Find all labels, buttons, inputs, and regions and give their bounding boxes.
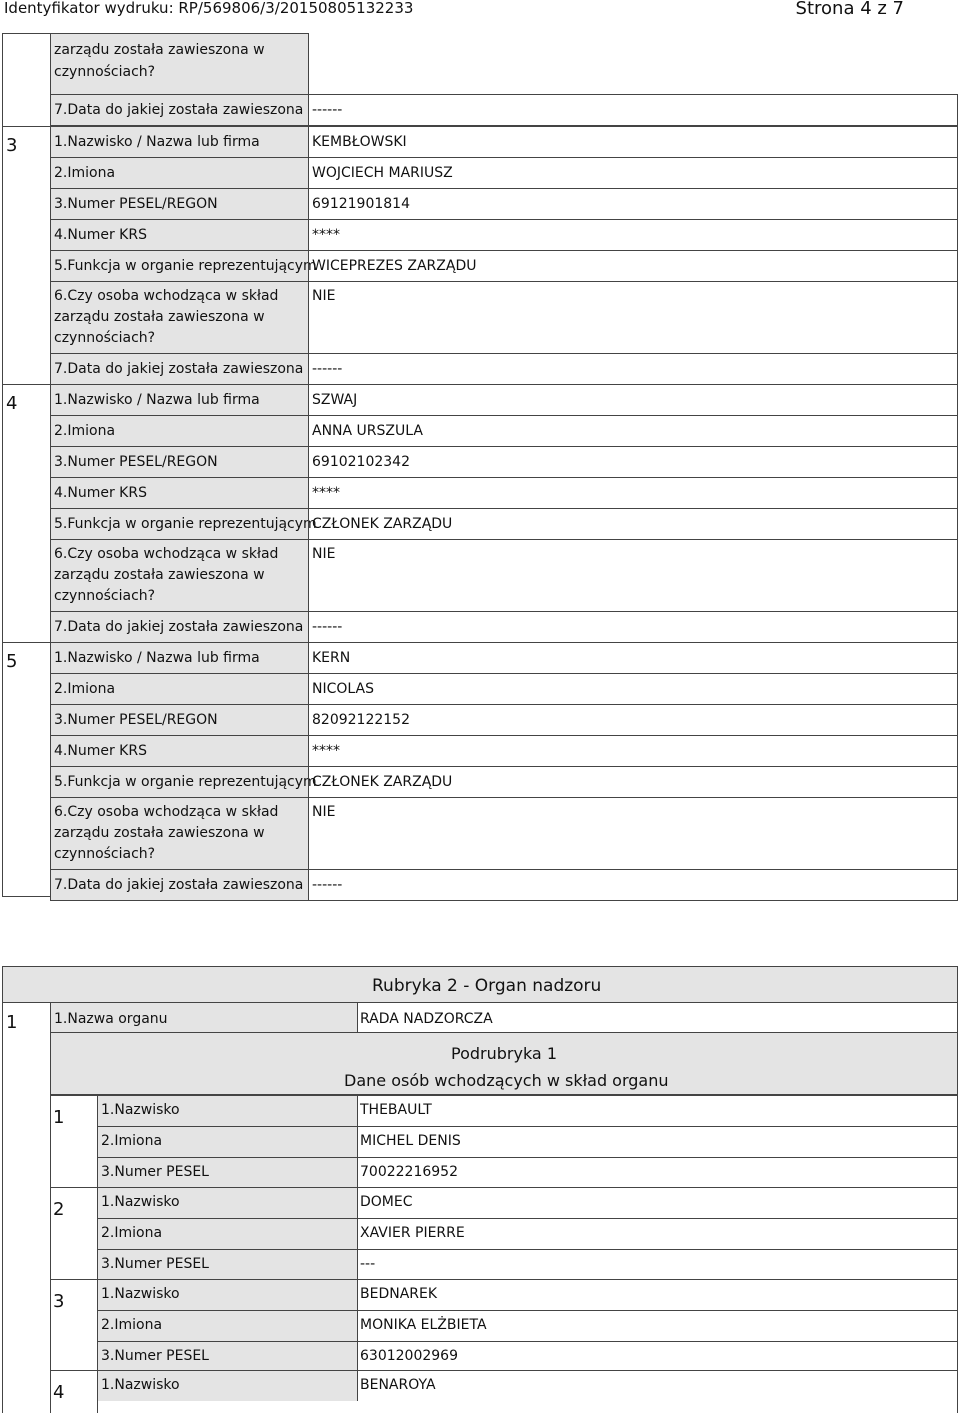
- member-surname-label-cell: 1.Nazwisko: [98, 1188, 357, 1218]
- pesel-value: 82092122152: [312, 712, 410, 728]
- suspended-label-cell: 6.Czy osoba wchodząca w skład zarządu została zawieszona w czynnościach?: [50, 539, 309, 612]
- member-pesel-value: ---: [360, 1256, 376, 1272]
- pesel-value-cell: [308, 446, 958, 478]
- member-pesel-label-cell: 3.Numer PESEL: [98, 1250, 357, 1280]
- suspension-date-label-cell: 7.Data do jakiej została zawieszona: [50, 353, 309, 385]
- function-label-cell: 5.Funkcja w organie reprezentującym: [50, 766, 309, 798]
- suspension-date-value: ------: [312, 361, 343, 377]
- surname-label-cell: 1.Nazwisko / Nazwa lub firma: [50, 126, 309, 158]
- organ-name-value: RADA NADZORCZA: [360, 1011, 493, 1027]
- krs-value-cell: [308, 477, 958, 509]
- continuation-q7-value: ------: [308, 94, 958, 126]
- member-surname-value: THEBAULT: [360, 1102, 432, 1118]
- subsection-subtitle: Dane osób wchodzących w skład organu: [344, 1071, 669, 1090]
- member-pesel-label-cell: 3.Numer PESEL: [98, 1158, 357, 1188]
- krs-value-cell: [308, 219, 958, 251]
- krs-value: ****: [312, 227, 340, 243]
- suspension-date-value: ------: [312, 619, 343, 635]
- function-value: CZŁONEK ZARZĄDU: [312, 516, 453, 532]
- pesel-value-cell: [308, 704, 958, 736]
- suspended-value: NIE: [312, 546, 336, 562]
- suspended-value: NIE: [312, 288, 336, 304]
- surname-value-cell: [308, 384, 958, 416]
- member-first-names-label-cell: 2.Imiona: [98, 1311, 357, 1341]
- krs-value: ****: [312, 485, 340, 501]
- member-surname-value: DOMEC: [360, 1194, 413, 1210]
- member-surname-value: BEDNAREK: [360, 1286, 438, 1302]
- surname-label-cell: 1.Nazwisko / Nazwa lub firma: [50, 642, 309, 674]
- member-index: 3: [53, 1291, 65, 1312]
- suspended-value-cell: [308, 539, 958, 612]
- member-first-names-label-cell: 2.Imiona: [98, 1127, 357, 1157]
- member-surname-label-cell: 1.Nazwisko: [98, 1280, 357, 1310]
- suspended-label-cell: 6.Czy osoba wchodząca w skład zarządu została zawieszona w czynnościach?: [50, 797, 309, 870]
- first-names-label-cell: 2.Imiona: [50, 157, 309, 189]
- person-index: 4: [6, 393, 18, 414]
- pesel-value: 69121901814: [312, 196, 410, 212]
- krs-label-cell: 4.Numer KRS: [50, 735, 309, 767]
- first-names-label-cell: 2.Imiona: [50, 673, 309, 705]
- function-label-cell: 5.Funkcja w organie reprezentującym: [50, 508, 309, 540]
- function-value-cell: [308, 766, 958, 798]
- member-pesel-label-cell: 3.Numer PESEL: [98, 1342, 357, 1372]
- krs-label-cell: 4.Numer KRS: [50, 219, 309, 251]
- member-surname-label-cell: 1.Nazwisko: [98, 1096, 357, 1126]
- suspended-label-cell: 6.Czy osoba wchodząca w skład zarządu została zawieszona w czynnościach?: [50, 281, 309, 354]
- surname-value: SZWAJ: [312, 392, 358, 408]
- function-label-cell: 5.Funkcja w organie reprezentującym: [50, 250, 309, 282]
- first-names-value-cell: [308, 415, 958, 447]
- pesel-label-cell: 3.Numer PESEL/REGON: [50, 446, 309, 478]
- member-first-names-value: MICHEL DENIS: [360, 1133, 461, 1149]
- member-index: 4: [53, 1382, 65, 1403]
- first-names-value: NICOLAS: [312, 681, 374, 697]
- suspension-date-label-cell: 7.Data do jakiej została zawieszona: [50, 611, 309, 643]
- suspension-date-value: ------: [312, 877, 343, 893]
- member-first-names-value: MONIKA ELŻBIETA: [360, 1317, 487, 1333]
- krs-value-cell: [308, 735, 958, 767]
- first-names-value: ANNA URSZULA: [312, 423, 423, 439]
- member-first-names-label-cell: 2.Imiona: [98, 1219, 357, 1249]
- function-value: WICEPREZES ZARZĄDU: [312, 258, 477, 274]
- surname-value-cell: [308, 126, 958, 158]
- pesel-value: 69102102342: [312, 454, 410, 470]
- surname-label-cell: 1.Nazwisko / Nazwa lub firma: [50, 384, 309, 416]
- suspension-date-value-cell: [308, 353, 958, 385]
- continuation-q7-label: 7.Data do jakiej została zawieszona: [50, 94, 309, 126]
- function-value-cell: [308, 508, 958, 540]
- member-surname-label-cell: 1.Nazwisko: [98, 1371, 357, 1401]
- person-index: 5: [6, 651, 18, 672]
- function-value-cell: [308, 250, 958, 282]
- subsection-title: Podrubryka 1: [451, 1044, 557, 1063]
- member-surname-value: BENAROYA: [360, 1377, 436, 1393]
- print-identifier: Identyfikator wydruku: RP/569806/3/20150805132233: [4, 0, 414, 17]
- index-column: [2, 33, 51, 897]
- first-names-value-cell: [308, 673, 958, 705]
- krs-label-cell: 4.Numer KRS: [50, 477, 309, 509]
- page-number: Strona 4 z 7: [795, 0, 904, 19]
- suspended-value: NIE: [312, 804, 336, 820]
- print-header: [4, 0, 956, 19]
- person-index: 3: [6, 135, 18, 156]
- first-names-label-cell: 2.Imiona: [50, 415, 309, 447]
- function-value: CZŁONEK ZARZĄDU: [312, 774, 453, 790]
- continuation-q6-label: zarządu została zawieszona w czynnościach?: [50, 33, 309, 95]
- pesel-label-cell: 3.Numer PESEL/REGON: [50, 704, 309, 736]
- member-pesel-value: 63012002969: [360, 1348, 458, 1364]
- member-index: 2: [53, 1199, 65, 1220]
- suspension-date-label-cell: 7.Data do jakiej została zawieszona: [50, 869, 309, 901]
- rubryka2-title: Rubryka 2 - Organ nadzoru: [372, 976, 602, 996]
- pesel-value-cell: [308, 188, 958, 220]
- first-names-value-cell: [308, 157, 958, 189]
- suspension-date-value-cell: [308, 869, 958, 901]
- pesel-label-cell: 3.Numer PESEL/REGON: [50, 188, 309, 220]
- suspended-value-cell: [308, 281, 958, 354]
- surname-value-cell: [308, 642, 958, 674]
- member-first-names-value: XAVIER PIERRE: [360, 1225, 465, 1241]
- rubryka2-index: 1: [6, 1012, 18, 1033]
- first-names-value: WOJCIECH MARIUSZ: [312, 165, 453, 181]
- member-pesel-value: 70022216952: [360, 1164, 458, 1180]
- surname-value: KEMBŁOWSKI: [312, 134, 407, 150]
- member-index: 1: [53, 1107, 65, 1128]
- organ-name-label: 1.Nazwa organu: [54, 1011, 168, 1027]
- suspended-value-cell: [308, 797, 958, 870]
- krs-value: ****: [312, 743, 340, 759]
- suspension-date-value-cell: [308, 611, 958, 643]
- surname-value: KERN: [312, 650, 351, 666]
